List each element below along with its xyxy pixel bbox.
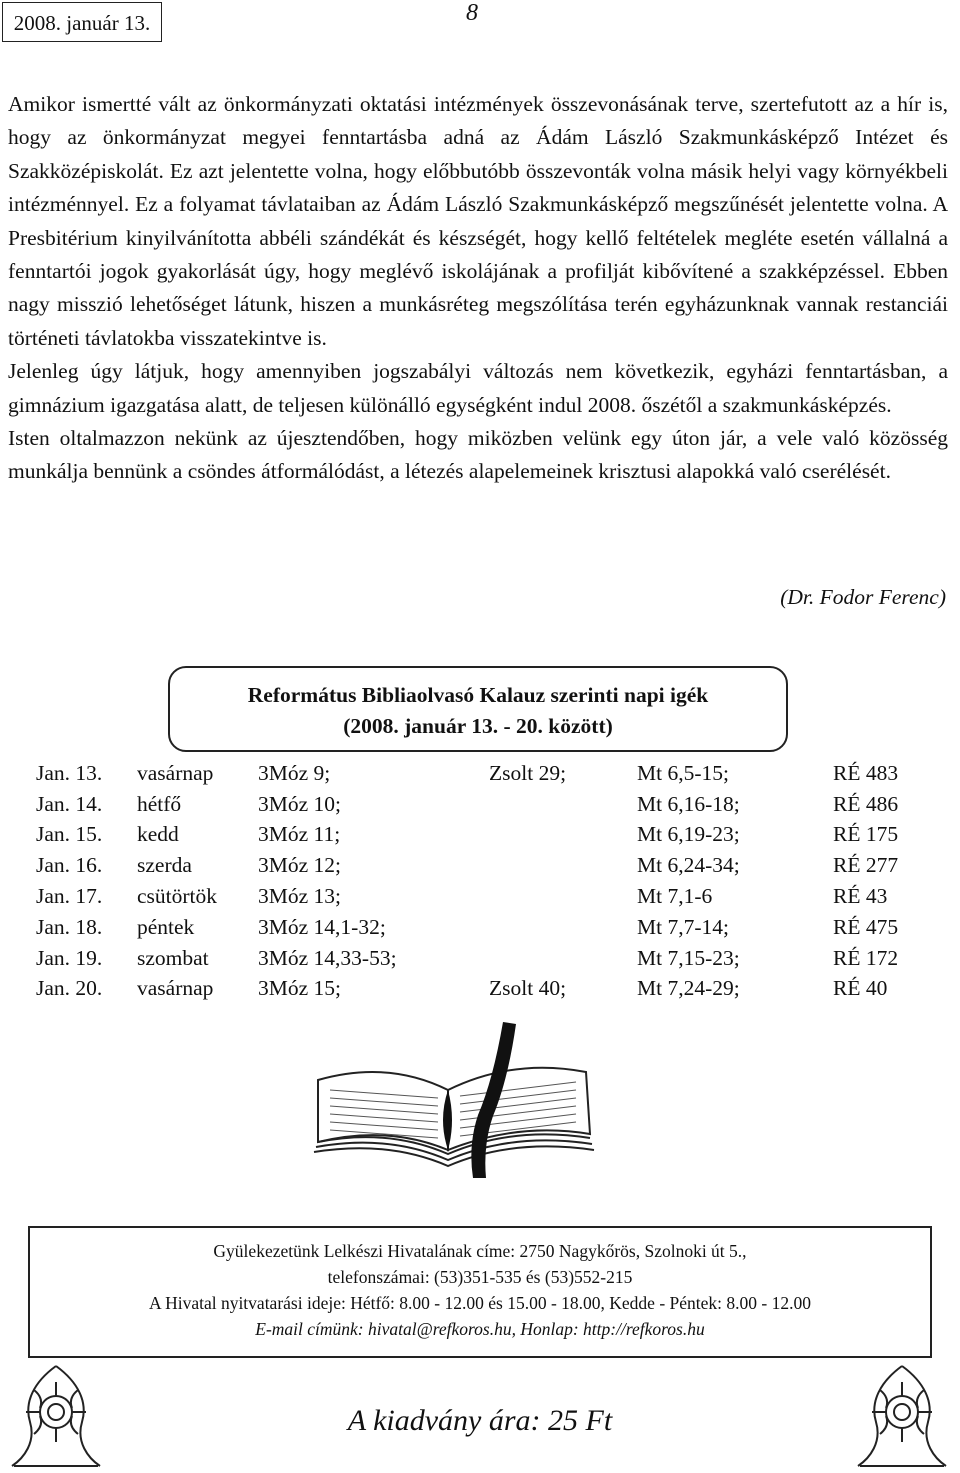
publication-price: A kiadvány ára: 25 Ft: [347, 1404, 613, 1437]
reading-row: [36, 881, 913, 912]
readings-table: [36, 758, 913, 1004]
article-body: [8, 88, 948, 489]
reading-row: [36, 943, 913, 974]
reading-ot: 3Móz 14,33-53;: [258, 945, 397, 970]
reading-hymn: RÉ 486: [833, 791, 899, 816]
reading-ps: [489, 881, 637, 912]
reading-hymn: RÉ 483: [833, 760, 899, 785]
reading-ps: [489, 789, 637, 820]
readings-title: Református Bibliaolvasó Kalauz szerinti napi igék: [247, 683, 709, 707]
reading-ot: 3Móz 10;: [258, 791, 342, 816]
ornamental-border-icon: [850, 1362, 954, 1470]
reading-date: Jan. 17.: [36, 884, 103, 909]
reading-nt: Mt 6,19-23;: [637, 822, 740, 847]
readings-title-box: [168, 666, 788, 752]
reading-ot: 3Móz 9;: [258, 760, 331, 785]
reading-date: Jan. 19.: [36, 945, 103, 970]
reading-hymn: RÉ 40: [833, 976, 888, 1001]
reading-date: Jan. 14.: [36, 791, 103, 816]
issue-date: 2008. január 13.: [2, 2, 162, 42]
reading-row: [36, 850, 913, 881]
readings-date-range: (2008. január 13. - 20. között): [343, 714, 613, 738]
office-phones: telefonszámai: (53)351-535 és (53)552-215: [327, 1267, 633, 1287]
reading-hymn: RÉ 172: [833, 945, 899, 970]
article-paragraph-2: Jelenleg úgy látjuk, hogy amennyiben jogszabályi változás nem következik, egyházi fenntartásban, a gimnázium igazgatása alatt, de teljesen különálló egységként indul 2008. őszétől a szakmunkásképzés.: [8, 359, 948, 417]
reading-day: szombat: [137, 945, 209, 970]
reading-day: vasárnap: [137, 976, 214, 1001]
reading-nt: Mt 7,15-23;: [637, 945, 740, 970]
reading-date: Jan. 20.: [36, 976, 103, 1001]
reading-ps: Zsolt 29;: [489, 760, 567, 785]
reading-row: [36, 974, 913, 1005]
reading-hymn: RÉ 475: [833, 914, 899, 939]
office-contact: E-mail címünk: hivatal@refkoros.hu, Honlap: http://refkoros.hu: [255, 1319, 705, 1339]
reading-ot: 3Móz 15;: [258, 976, 342, 1001]
reading-day: hétfő: [137, 791, 182, 816]
reading-day: kedd: [137, 822, 179, 847]
reading-ot: 3Móz 14,1-32;: [258, 914, 386, 939]
reading-day: vasárnap: [137, 760, 214, 785]
page-number: 8: [466, 0, 478, 26]
office-hours: A Hivatal nyitvatarási ideje: Hétfő: 8.00 - 12.00 és 15.00 - 18.00, Kedde - Péntek: 8.00 - 12.00: [149, 1293, 811, 1313]
reading-ps: [489, 820, 637, 851]
office-address: Gyülekezetünk Lelkészi Hivatalának címe: 2750 Nagykőrös, Szolnoki út 5.,: [213, 1241, 747, 1261]
reading-ps: [489, 850, 637, 881]
reading-ps: [489, 912, 637, 943]
reading-ot: 3Móz 11;: [258, 822, 341, 847]
reading-nt: Mt 7,24-29;: [637, 976, 740, 1001]
reading-hymn: RÉ 43: [833, 884, 888, 909]
reading-row: [36, 789, 913, 820]
reading-day: péntek: [137, 914, 195, 939]
reading-hymn: RÉ 277: [833, 853, 899, 878]
reading-nt: Mt 7,7-14;: [637, 914, 729, 939]
reading-nt: Mt 6,16-18;: [637, 791, 740, 816]
reading-day: csütörtök: [137, 884, 218, 909]
reading-hymn: RÉ 175: [833, 822, 899, 847]
reading-row: [36, 912, 913, 943]
reading-ot: 3Móz 12;: [258, 853, 342, 878]
reading-date: Jan. 15.: [36, 822, 103, 847]
article-signature: (Dr. Fodor Ferenc): [780, 585, 946, 609]
reading-row: [36, 820, 913, 851]
reading-date: Jan. 16.: [36, 853, 103, 878]
reading-nt: Mt 6,5-15;: [637, 760, 729, 785]
article-paragraph-1: Amikor ismertté vált az önkormányzati oktatási intézmények összevonásának terve, szertefutott az a hír is, hogy az önkormányzat megyei fenntartásba adná az Ádám László Szakmunkásképző Intézet és Szakközépiskolát. Ez azt jelentette volna, hogy előbbutóbb összevonták volna másik helyi vagy környékbeli intézménnyel. Ez a folyamat távlataiban az Ádám László Szakmunkásképző megszűnését jelentette volna. A Presbitérium kinyilvánította abbéli szándékát és készségét, hogy kellő feltételek megléte esetén vállalná a fenntartói jogok gyakorlását úgy, hogy meglévő iskolájának a profilját kibővítené a szakképzéssel. Ebben nagy misszió lehetőséget látunk, hiszen a munkásréteg megszólítása terén egyházunknak vannak restanciái történeti távlatokba visszatekintve is.: [8, 92, 948, 350]
open-bible-icon: [298, 1020, 608, 1180]
reading-date: Jan. 18.: [36, 914, 103, 939]
office-info-box: [28, 1226, 932, 1358]
article-paragraph-3: Isten oltalmazzon nekünk az újesztendőben, hogy miközben velünk egy úton jár, a vele való közösség munkálja bennünk a csöndes átformálódást, a létezés alapelemeinek krisztusi alapokká való cserélését.: [8, 426, 948, 484]
reading-nt: Mt 6,24-34;: [637, 853, 740, 878]
reading-nt: Mt 7,1-6: [637, 884, 713, 909]
reading-ps: Zsolt 40;: [489, 976, 567, 1001]
reading-ot: 3Móz 13;: [258, 884, 342, 909]
reading-date: Jan. 13.: [36, 760, 103, 785]
reading-row: [36, 758, 913, 789]
reading-ps: [489, 943, 637, 974]
reading-day: szerda: [137, 853, 192, 878]
